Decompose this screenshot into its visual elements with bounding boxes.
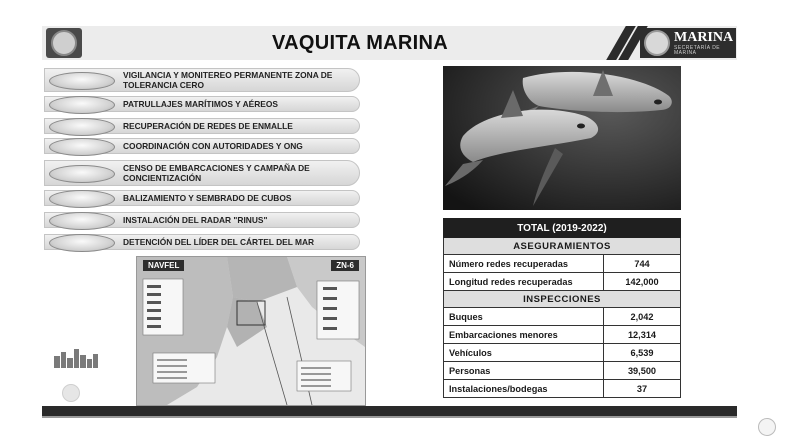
- row-label: Instalaciones/bodegas: [444, 380, 604, 397]
- action-item: [44, 96, 360, 112]
- table-row: [443, 344, 681, 362]
- pill-icon: [49, 212, 115, 230]
- row-value: 2,042: [630, 311, 654, 322]
- action-item: [44, 234, 360, 250]
- action-label: DETENCIÓN DEL LÍDER DEL CÁRTEL DEL MAR: [123, 237, 315, 247]
- pill-icon: [49, 165, 115, 183]
- action-item: [44, 212, 360, 228]
- vaquita-porpoises-image: [443, 66, 681, 210]
- action-label: VIGILANCIA Y MONITEREO PERMANENTE ZONA DE TOLERANCIA CERO: [123, 70, 333, 90]
- table-row: [443, 326, 681, 344]
- row-label: Vehículos: [444, 344, 604, 361]
- row-value: 37: [636, 383, 648, 394]
- table-row: [443, 255, 681, 273]
- brand-subtitle: SECRETARÍA DE MARINA: [674, 44, 721, 56]
- row-value: 39,500: [627, 365, 657, 376]
- row-label: Longitud redes recuperadas: [444, 273, 604, 290]
- pill-icon: [49, 234, 115, 252]
- section-title: ASEGURAMIENTOS: [443, 238, 681, 255]
- pill-icon: [49, 190, 115, 208]
- row-label: Número redes recuperadas: [444, 255, 604, 272]
- pill-icon: [49, 96, 115, 114]
- action-item: [44, 68, 360, 92]
- footer-bar: [42, 406, 737, 416]
- marina-brand: [640, 28, 736, 58]
- anchor-emblem-icon: [644, 30, 670, 56]
- action-label: CENSO DE EMBARCACIONES Y CAMPAÑA DE CONCIENTIZACIÓN: [123, 163, 310, 183]
- city-skyline-icon: [52, 346, 100, 368]
- footer-divider: [42, 416, 737, 418]
- stats-table: [443, 218, 681, 398]
- row-value: 12,314: [627, 329, 657, 340]
- pill-icon: [49, 118, 115, 136]
- map-tag-zone: ZN-6: [331, 260, 359, 271]
- page-badge-icon: [758, 418, 776, 436]
- section-title: INSPECCIONES: [443, 291, 681, 308]
- vaquita-photo: [443, 66, 681, 210]
- pill-icon: [49, 138, 115, 156]
- action-label: COORDINACIÓN CON AUTORIDADES Y ONG: [123, 141, 303, 151]
- table-row: [443, 380, 681, 398]
- row-value: 142,000: [625, 276, 659, 287]
- row-label: Personas: [444, 362, 604, 379]
- row-label: Embarcaciones menores: [444, 326, 604, 343]
- map-graphic: [137, 257, 365, 405]
- action-item: [44, 190, 360, 206]
- action-label: PATRULLAJES MARÍTIMOS Y AÉREOS: [123, 99, 278, 109]
- pill-icon: [49, 72, 115, 90]
- action-label: RECUPERACIÓN DE REDES DE ENMALLE: [123, 121, 293, 131]
- stats-header: TOTAL (2019-2022): [443, 218, 681, 238]
- brand-name: MARINA: [674, 29, 734, 45]
- page-title: VAQUITA MARINA: [271, 31, 449, 54]
- decorative-circle: [62, 384, 80, 402]
- row-value: 744: [634, 258, 650, 269]
- row-label: Buques: [444, 308, 604, 325]
- table-row: [443, 308, 681, 326]
- action-label: INSTALACIÓN DEL RADAR "RINUS": [123, 215, 268, 225]
- action-item: [44, 160, 360, 186]
- action-item: [44, 138, 360, 154]
- table-row: [443, 362, 681, 380]
- seal-icon: [51, 30, 77, 56]
- map-tag-navfel: NAVFEL: [143, 260, 184, 271]
- action-label: BALIZAMIENTO Y SEMBRADO DE CUBOS: [123, 193, 292, 203]
- commemorative-logo: [46, 28, 82, 58]
- action-item: [44, 118, 360, 134]
- table-row: [443, 273, 681, 291]
- row-value: 6,539: [630, 347, 654, 358]
- operations-map: [136, 256, 366, 406]
